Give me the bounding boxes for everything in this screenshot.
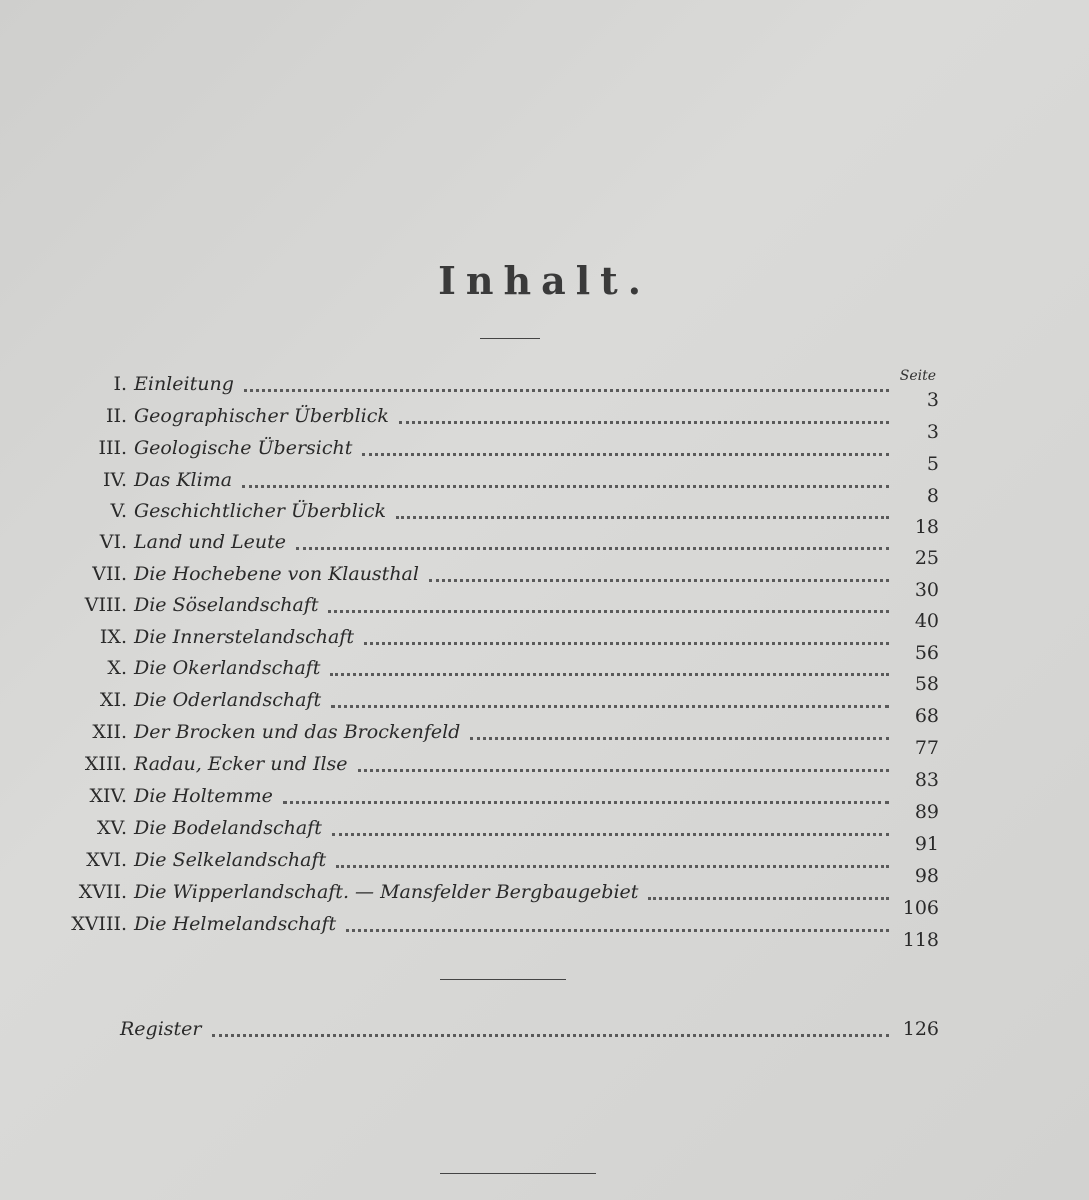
dot-leader (212, 1034, 889, 1037)
dot-leader (330, 673, 889, 676)
chapter-page-number: 91 (914, 833, 939, 855)
toc-entry[interactable] (0, 849, 1089, 887)
chapter-number: VIII. (84, 594, 127, 616)
chapter-page-number: 56 (914, 642, 939, 664)
chapter-page-number: 58 (914, 673, 939, 695)
chapter-number: IX. (99, 626, 127, 648)
page-title: Inhalt. (438, 258, 651, 303)
chapter-page-number: 83 (914, 769, 939, 791)
chapter-number: XVII. (78, 881, 127, 903)
dot-leader (362, 453, 889, 456)
dot-leader (429, 579, 889, 582)
dot-leader (470, 737, 889, 740)
dot-leader (364, 642, 889, 645)
chapter-page-number: 118 (902, 929, 939, 951)
toc-entry[interactable] (0, 689, 1089, 727)
chapter-page-number: 8 (926, 485, 939, 507)
toc-entry[interactable] (0, 913, 1089, 951)
chapter-page-number: 106 (902, 897, 939, 919)
dot-leader (648, 897, 889, 900)
chapter-title: Die Bodelandschaft (134, 817, 322, 839)
toc-entry[interactable] (0, 500, 1089, 538)
chapter-title: Geographischer Überblick (134, 405, 389, 427)
chapter-number: XII. (92, 721, 127, 743)
chapter-title: Die Söselandschaft (134, 594, 319, 616)
seite-column-header: Seite (899, 368, 936, 384)
toc-entry[interactable] (0, 469, 1089, 507)
chapter-number: III. (98, 437, 127, 459)
dot-leader (358, 769, 889, 772)
dot-leader (396, 516, 889, 519)
dot-leader (296, 547, 889, 550)
chapter-title: Einleitung (134, 373, 234, 395)
chapter-page-number: 5 (926, 453, 939, 475)
chapter-number: VII. (92, 563, 127, 585)
toc-entry[interactable] (0, 753, 1089, 791)
dot-leader (332, 833, 889, 836)
chapter-number: I. (113, 373, 127, 395)
chapter-title: Die Selkelandschaft (134, 849, 327, 871)
toc-entry[interactable] (0, 721, 1089, 759)
chapter-page-number: 98 (914, 865, 939, 887)
chapter-page-number: 68 (914, 705, 939, 727)
dot-leader (331, 705, 889, 708)
register-entry[interactable] (0, 1018, 1089, 1048)
chapter-page-number: 89 (914, 801, 939, 823)
toc-entry[interactable] (0, 657, 1089, 695)
chapter-title: Die Wipperlandschaft. — Mansfelder Bergbaugebiet (134, 881, 639, 903)
toc-entry[interactable] (0, 563, 1089, 601)
toc-entry[interactable] (0, 594, 1089, 632)
chapter-page-number: 3 (926, 421, 939, 443)
chapter-number: XV. (97, 817, 127, 839)
chapter-page-number: 3 (926, 389, 939, 411)
chapter-title: Radau, Ecker und Ilse (134, 753, 348, 775)
dot-leader (346, 929, 889, 932)
register-label: Register (120, 1018, 202, 1040)
chapter-title: Die Okerlandschaft (134, 657, 321, 679)
chapter-page-number: 18 (914, 516, 939, 538)
section-divider (440, 979, 566, 980)
chapter-title: Die Helmelandschaft (134, 913, 337, 935)
chapter-title: Das Klima (134, 469, 233, 491)
chapter-number: II. (105, 405, 127, 427)
register-page-number: 126 (902, 1018, 939, 1040)
end-divider (440, 1173, 596, 1174)
toc-entry[interactable] (0, 373, 1089, 411)
chapter-title: Die Oderlandschaft (134, 689, 322, 711)
chapter-title: Die Holtemme (134, 785, 273, 807)
chapter-number: XIV. (89, 785, 127, 807)
dot-leader (283, 801, 889, 804)
chapter-number: IV. (103, 469, 127, 491)
chapter-title: Die Hochebene von Klausthal (134, 563, 419, 585)
chapter-page-number: 30 (914, 579, 939, 601)
chapter-page-number: 40 (914, 610, 939, 632)
chapter-number: X. (107, 657, 127, 679)
chapter-title: Geologische Übersicht (134, 437, 353, 459)
chapter-page-number: 77 (914, 737, 939, 759)
dot-leader (399, 421, 889, 424)
toc-entry[interactable] (0, 785, 1089, 823)
toc-entry[interactable] (0, 437, 1089, 475)
chapter-title: Die Innerstelandschaft (134, 626, 354, 648)
chapter-number: V. (110, 500, 127, 522)
chapter-number: XVIII. (71, 913, 127, 935)
chapter-number: XI. (99, 689, 127, 711)
toc-entry[interactable] (0, 817, 1089, 855)
toc-entry[interactable] (0, 531, 1089, 569)
title-divider (480, 338, 540, 339)
chapter-title: Der Brocken und das Brockenfeld (134, 721, 461, 743)
toc-entry[interactable] (0, 881, 1089, 919)
chapter-number: XIII. (84, 753, 127, 775)
chapter-title: Geschichtlicher Überblick (134, 500, 387, 522)
dot-leader (244, 389, 889, 392)
chapter-number: XVI. (86, 849, 127, 871)
chapter-title: Land und Leute (134, 531, 287, 553)
chapter-page-number: 25 (914, 547, 939, 569)
dot-leader (328, 610, 889, 613)
toc-entry[interactable] (0, 405, 1089, 443)
dot-leader (336, 865, 889, 868)
dot-leader (242, 485, 889, 488)
toc-entry[interactable] (0, 626, 1089, 664)
chapter-number: VI. (99, 531, 127, 553)
